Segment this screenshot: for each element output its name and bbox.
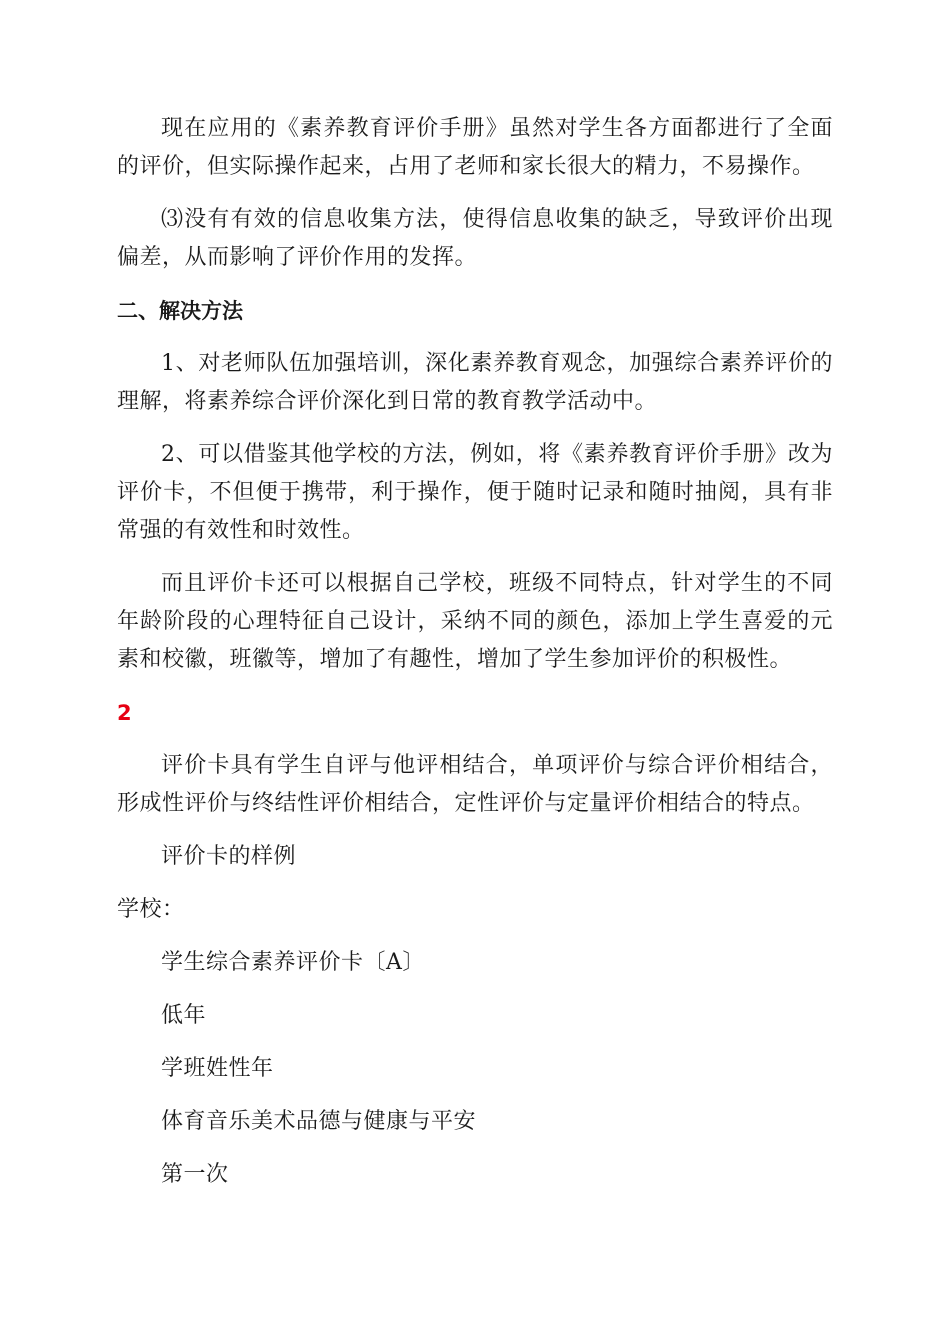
paragraph-school-label: 学校：	[117, 897, 185, 922]
paragraph-teacher-training: 1、对老师队伍加强培训，深化素养教育观念，加强综合素养评价的理解，将素养综合评价深化到日常的教育教学活动中。	[117, 351, 833, 414]
paragraph-card-title: 学生综合素养评价卡〔A〕	[161, 950, 425, 975]
document-page	[117, 110, 833, 1194]
section-heading-solutions: 二、解决方法	[117, 299, 243, 323]
paragraph-handbook-evaluation: 现在应用的《素养教育评价手册》虽然对学生各方面都进行了全面的评价，但实际操作起来，占用了老师和家长很大的精力，不易操作。	[117, 116, 833, 179]
paragraph-card-design: 而且评价卡还可以根据自己学校，班级不同特点，针对学生的不同年龄阶段的心理特征自己设计，采纳不同的颜色，添加上学生喜爱的元素和校徽，班徽等，增加了有趣性，增加了学生参加评价的积极性。	[117, 571, 833, 672]
paragraph-low-grade: 低年	[161, 1003, 207, 1028]
paragraph-card-features: 评价卡具有学生自评与他评相结合，单项评价与综合评价相结合，形成性评价与终结性评价相结合，定性评价与定量评价相结合的特点。	[117, 753, 833, 816]
paragraph-card-sample: 评价卡的样例	[161, 844, 297, 869]
paragraph-first-time: 第一次	[161, 1162, 229, 1187]
paragraph-student-fields: 学班姓性年	[161, 1056, 274, 1081]
paragraph-subjects: 体育音乐美术品德与健康与平安	[161, 1109, 477, 1134]
red-section-number: 2	[117, 701, 132, 725]
paragraph-info-collection: ⑶没有有效的信息收集方法，使得信息收集的缺乏，导致评价出现偏差，从而影响了评价作用的发挥。	[117, 207, 833, 270]
paragraph-evaluation-card: 2、可以借鉴其他学校的方法，例如，将《素养教育评价手册》改为评价卡，不但便于携带，利于操作，便于随时记录和随时抽阅，具有非常强的有效性和时效性。	[117, 442, 833, 543]
